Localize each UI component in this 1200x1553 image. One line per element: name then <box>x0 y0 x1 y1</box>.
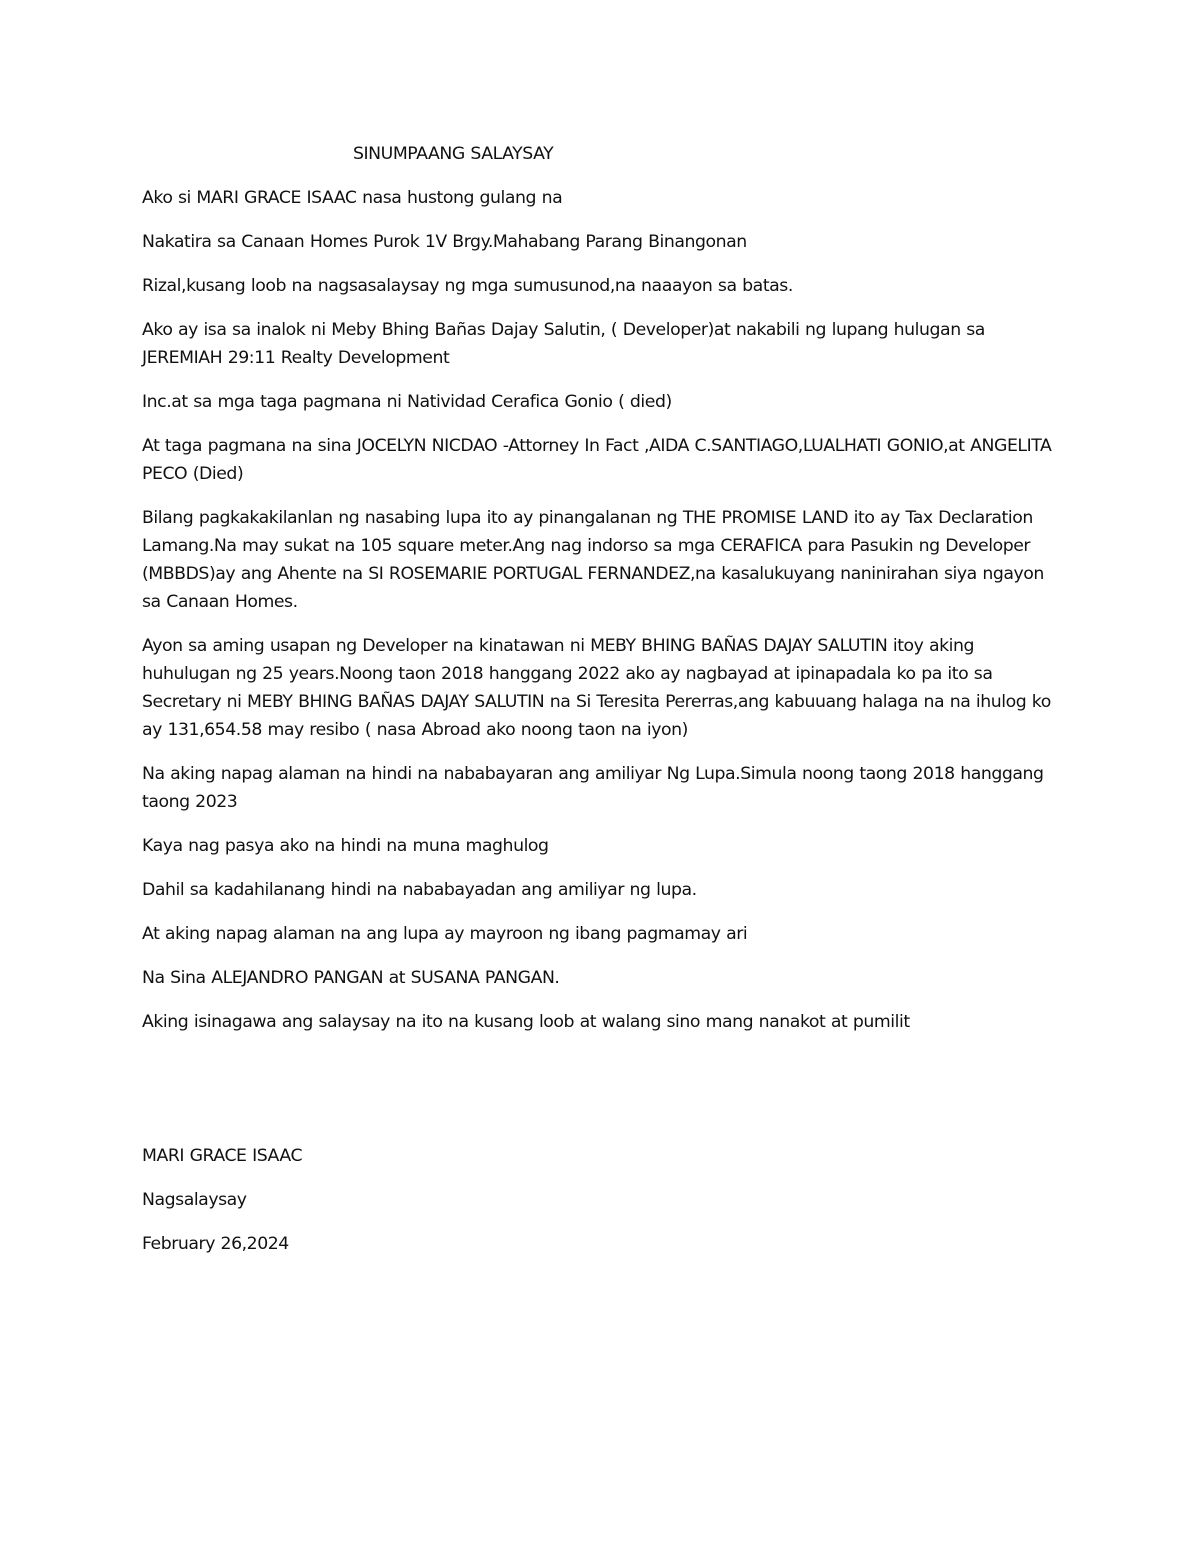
paragraph-4: Ako ay isa sa inalok ni Meby Bhing Bañas Dajay Salutin, ( Developer)at nakabili ng lupang hulugan sa JEREMIAH 29:11 Realty Development <box>142 320 985 368</box>
signatory-role: Nagsalaysay <box>142 1190 247 1210</box>
paragraph-13: Na Sina ALEJANDRO PANGAN at SUSANA PANGAN. <box>142 968 560 988</box>
affidavit-body <box>142 140 1062 1274</box>
paragraph-8: Ayon sa aming usapan ng Developer na kinatawan ni MEBY BHING BAÑAS DAJAY SALUTIN itoy aking huhulugan ng 25 years.Noong taon 2018 hanggang 2022 ako ay nagbayad at ipinapadala ko pa ito sa Secretary ni MEBY BHING BAÑAS DAJAY SALUTIN na Si Teresita Pererras,ang kabuuang halaga na na ihulog ko ay 131,654.58 may resibo ( nasa Abroad ako noong taon na iyon) <box>142 636 1051 740</box>
paragraph-2: Nakatira sa Canaan Homes Purok 1V Brgy.Mahabang Parang Binangonan <box>142 232 747 252</box>
paragraph-1: Ako si MARI GRACE ISAAC nasa hustong gulang na <box>142 188 563 208</box>
paragraph-11: Dahil sa kadahilanang hindi na nababayadan ang amiliyar ng lupa. <box>142 880 697 900</box>
paragraph-14: Aking isinagawa ang salaysay na ito na kusang loob at walang sino mang nanakot at pumilit <box>142 1012 910 1032</box>
signature-spacer <box>142 1052 1062 1142</box>
paragraph-3: Rizal,kusang loob na nagsasalaysay ng mga sumusunod,na naaayon sa batas. <box>142 276 793 296</box>
paragraph-7: Bilang pagkakakilanlan ng nasabing lupa ito ay pinangalanan ng THE PROMISE LAND ito ay Tax Declaration Lamang.Na may sukat na 105 square meter.Ang nag indorso sa mga CERAFICA para Pasukin ng Developer (MBBDS)ay ang Ahente na SI ROSEMARIE PORTUGAL FERNANDEZ,na kasalukuyang naninirahan siya ngayon sa Canaan Homes. <box>142 508 1044 612</box>
paragraph-6: At taga pagmana na sina JOCELYN NICDAO -Attorney In Fact ,AIDA C.SANTIAGO,LUALHATI GONIO,at ANGELITA PECO (Died) <box>142 436 1052 484</box>
signature-date: February 26,2024 <box>142 1234 289 1254</box>
paragraph-12: At aking napag alaman na ang lupa ay mayroon ng ibang pagmamay ari <box>142 924 748 944</box>
document-title: SINUMPAANG SALAYSAY <box>353 144 554 164</box>
signatory-name: MARI GRACE ISAAC <box>142 1146 303 1166</box>
paragraph-9: Na aking napag alaman na hindi na nababayaran ang amiliyar Ng Lupa.Simula noong taong 2018 hanggang taong 2023 <box>142 764 1044 812</box>
paragraph-10: Kaya nag pasya ako na hindi na muna maghulog <box>142 836 549 856</box>
paragraph-5: Inc.at sa mga taga pagmana ni Natividad Cerafica Gonio ( died) <box>142 392 672 412</box>
